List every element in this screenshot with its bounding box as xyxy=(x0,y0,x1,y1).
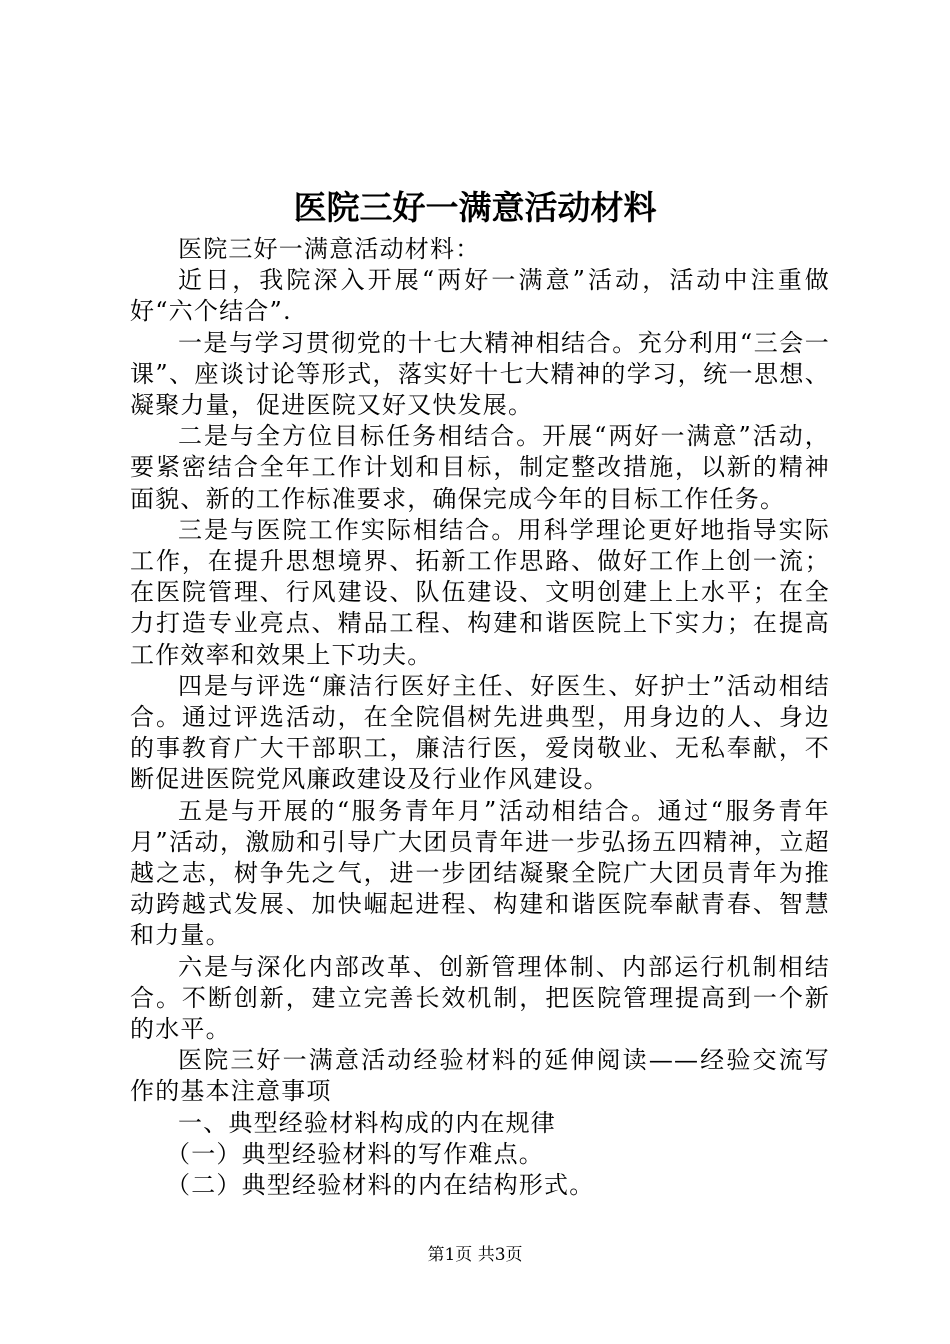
page-footer: 第1页 共3页 xyxy=(427,1245,523,1265)
document-title: 医院三好一满意活动材料 xyxy=(293,188,657,227)
paragraph-point-3: 三是与医院工作实际相结合。用科学理论更好地指导实际工作，在提升思想境界、拓新工作思路、做好工作上创一流；在医院管理、行风建设、队伍建设、文明创建上上水平；在全力打造专业亮点、精品工程、构建和谐医院上下实力；在提高工作效率和效果上下功夫。 xyxy=(130,515,830,669)
paragraph-point-5: 五是与开展的“服务青年月”活动相结合。通过“服务青年月”活动，激励和引导广大团员青年进一步弘扬五四精神，立超越之志，树争先之气，进一步团结凝聚全院广大团员青年为推动跨越式发展、加快崛起进程、构建和谐医院奉献青春、智慧和力量。 xyxy=(130,796,830,950)
paragraph-point-1: 一是与学习贯彻党的十七大精神相结合。充分利用“三会一课”、座谈讨论等形式，落实好十七大精神的学习，统一思想、凝聚力量，促进医院又好又快发展。 xyxy=(130,328,830,420)
subsection-heading-1: （一）典型经验材料的写作难点。 xyxy=(166,1139,544,1168)
paragraph-intro: 近日，我院深入开展“两好一满意”活动，活动中注重做好“六个结合”. xyxy=(130,266,830,326)
section-heading-1: 一、典型经验材料构成的内在规律 xyxy=(178,1108,556,1137)
paragraph-point-6: 六是与深化内部改革、创新管理体制、内部运行机制相结合。不断创新，建立完善长效机制，把医院管理提高到一个新的水平。 xyxy=(130,952,830,1044)
paragraph-intro-label: 医院三好一满意活动材料： xyxy=(178,235,481,263)
subsection-heading-2: （二）典型经验材料的内在结构形式。 xyxy=(166,1171,595,1200)
paragraph-point-2: 二是与全方位目标任务相结合。开展“两好一满意”活动，要紧密结合全年工作计划和目标，制定整改措施，以新的精神面貌、新的工作标准要求，确保完成今年的目标工作任务。 xyxy=(130,422,830,513)
paragraph-point-4: 四是与评选“廉洁行医好主任、好医生、好护士”活动相结合。通过评选活动，在全院倡树先进典型，用身边的人、身边的事教育广大干部职工，廉洁行医，爱岗敬业、无私奉献，不断促进医院党风廉政建设及行业作风建设。 xyxy=(130,671,830,794)
document-body xyxy=(130,234,830,1201)
paragraph-extended-reading: 医院三好一满意活动经验材料的延伸阅读——经验交流写作的基本注意事项 xyxy=(130,1046,830,1106)
